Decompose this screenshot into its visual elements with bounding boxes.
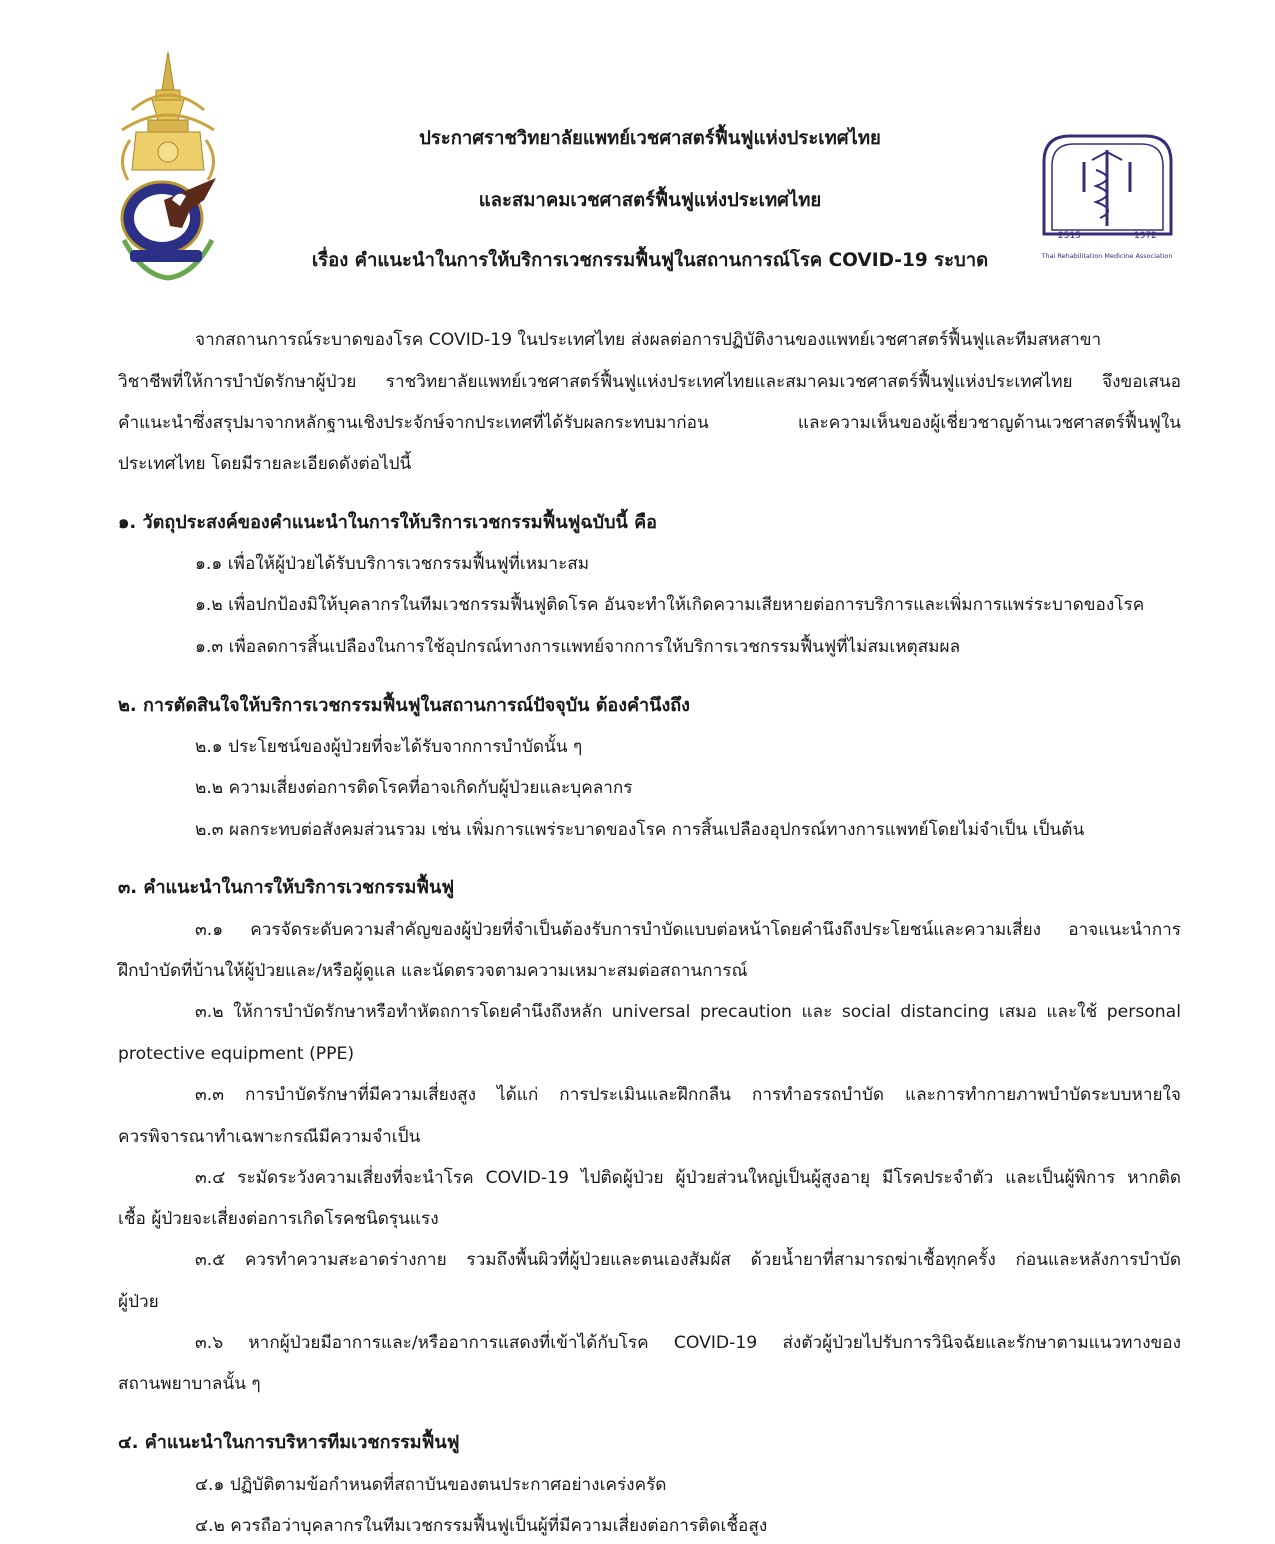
intro-line-2: วิชาชีพที่ให้การบำบัดรักษาผู้ป่วย ราชวิทยาลัยแพทย์เวชศาสตร์ฟื้นฟูแห่งประเทศไทยและสมาคมเวชศาสตร์ฟื้นฟูแห่งประเทศไทย จึงขอเสนอ [118,372,1181,392]
section-3-item-1a: ๓.๑ ควรจัดระดับความสำคัญของผู้ป่วยที่จำเป็นต้องรับการบำบัดแบบต่อหน้าโดยคำนึงถึงประโยชน์และความเสี่ยง อาจแนะนำการ [195,920,1181,940]
section-3-item-3a: ๓.๓ การบำบัดรักษาที่มีความเสี่ยงสูง ได้แก่ การประเมินและฝึกกลืน การทำอรรถบำบัด และการทำกายภาพบำบัดระบบหายใจ [195,1085,1181,1105]
title-line-3: เรื่อง คำแนะนำในการให้บริการเวชกรรมฟื้นฟูในสถานการณ์โรค COVID-19 ระบาด [311,250,989,271]
section-3-item-5a: ๓.๕ ควรทำความสะอาดร่างกาย รวมถึงพื้นผิวที่ผู้ป่วยและตนเองสัมผัส ด้วยน้ำยาที่สามารถฆ่าเชื้อทุกครั้ง ก่อนและหลังการบำบัด [195,1250,1181,1270]
section-3-item-1b: ฝึกบำบัดที่บ้านให้ผู้ป่วยและ/หรือผู้ดูแล และนัดตรวจตามความเหมาะสมต่อสถานการณ์ [118,961,748,981]
section-1-item-1: ๑.๑ เพื่อให้ผู้ป่วยได้รับบริการเวชกรรมฟื้นฟูที่เหมาะสม [195,554,590,574]
section-3-item-6b: สถานพยาบาลนั้น ๆ [118,1374,261,1394]
section-1-heading: ๑. วัตถุประสงค์ของคำแนะนำในการให้บริการเวชกรรมฟื้นฟูฉบับนี้ คือ [118,512,657,533]
section-2-item-1: ๒.๑ ประโยชน์ของผู้ป่วยที่จะได้รับจากการบำบัดนั้น ๆ [195,737,583,757]
section-2-heading: ๒. การตัดสินใจให้บริการเวชกรรมฟื้นฟูในสถานการณ์ปัจจุบัน ต้องคำนึงถึง [118,695,690,716]
section-4-item-2: ๔.๒ ควรถือว่าบุคลากรในทีมเวชกรรมฟื้นฟูเป็นผู้ที่มีความเสี่ยงต่อการติดเชื้อสูง [195,1516,768,1536]
section-2-item-3: ๒.๓ ผลกระทบต่อสังคมส่วนรวม เช่น เพิ่มการแพร่ระบาดของโรค การสิ้นเปลืองอุปกรณ์ทางการแพทย์โดยไม่จำเป็น เป็นต้น [195,820,1085,840]
intro-line-1: จากสถานการณ์ระบาดของโรค COVID-19 ในประเทศไทย ส่งผลต่อการปฏิบัติงานของแพทย์เวชศาสตร์ฟื้นฟูและทีมสหสาขา [195,330,1102,350]
section-3-item-5b: ผู้ป่วย [118,1292,159,1312]
section-1-item-3: ๑.๓ เพื่อลดการสิ้นเปลืองในการใช้อุปกรณ์ทางการแพทย์จากการให้บริการเวชกรรมฟื้นฟูที่ไม่สมเหตุสมผล [195,637,961,657]
section-2-item-2: ๒.๒ ความเสี่ยงต่อการติดโรคที่อาจเกิดกับผู้ป่วยและบุคลากร [195,778,633,798]
logo-year-right: 1972 [1134,231,1157,241]
section-3-item-3b: ควรพิจารณาทำเฉพาะกรณีมีความจำเป็น [118,1127,421,1147]
title-line-2: และสมาคมเวชศาสตร์ฟื้นฟูแห่งประเทศไทย [478,190,822,211]
intro-line-3: คำแนะนำซึ่งสรุปมาจากหลักฐานเชิงประจักษ์จากประเทศที่ได้รับผลกระทบมาก่อน และความเห็นของผู้เชี่ยวชาญด้านเวชศาสตร์ฟื้นฟูใน [118,413,1181,433]
logo-caption: Thai Rehabilitation Medicine Association [1041,252,1173,260]
section-3-item-4b: เชื้อ ผู้ป่วยจะเสี่ยงต่อการเกิดโรคชนิดรุนแรง [118,1209,439,1229]
section-4-item-1: ๔.๑ ปฏิบัติตามข้อกำหนดที่สถาบันของตนประกาศอย่างเคร่งครัด [195,1475,667,1495]
section-4-heading: ๔. คำแนะนำในการบริหารทีมเวชกรรมฟื้นฟู [118,1432,460,1453]
intro-line-4: ประเทศไทย โดยมีรายละเอียดดังต่อไปนี้ [118,454,412,474]
logo-year-left: 2515 [1058,231,1081,241]
section-3-heading: ๓. คำแนะนำในการให้บริการเวชกรรมฟื้นฟู [118,877,455,898]
royal-college-logo [112,50,224,288]
section-3-item-6a: ๓.๖ หากผู้ป่วยมีอาการและ/หรืออาการแสดงที่เข้าได้กับโรค COVID-19 ส่งตัวผู้ป่วยไปรับการวินิจฉัยและรักษาตามแนวทางของ [195,1333,1181,1353]
section-3-item-4a: ๓.๔ ระมัดระวังความเสี่ยงที่จะนำโรค COVID-19 ไปติดผู้ป่วย ผู้ป่วยส่วนใหญ่เป็นผู้สูงอายุ มีโรคประจำตัว และเป็นผู้พิการ หากติด [195,1168,1181,1188]
association-logo [1030,122,1185,264]
section-1-item-2: ๑.๒ เพื่อปกป้องมิให้บุคลากรในทีมเวชกรรมฟื้นฟูติดโรค อันจะทำให้เกิดความเสียหายต่อการบริการและเพิ่มการแพร่ระบาดของโรค [195,595,1145,615]
section-3-item-2a: ๓.๒ ให้การบำบัดรักษาหรือทำหัตถการโดยคำนึงถึงหลัก universal precaution และ social distancing เสมอ และใช้ personal [195,1002,1181,1022]
section-3-item-2b: protective equipment (PPE) [118,1044,355,1064]
title-line-1: ประกาศราชวิทยาลัยแพทย์เวชศาสตร์ฟื้นฟูแห่งประเทศไทย [419,128,881,149]
